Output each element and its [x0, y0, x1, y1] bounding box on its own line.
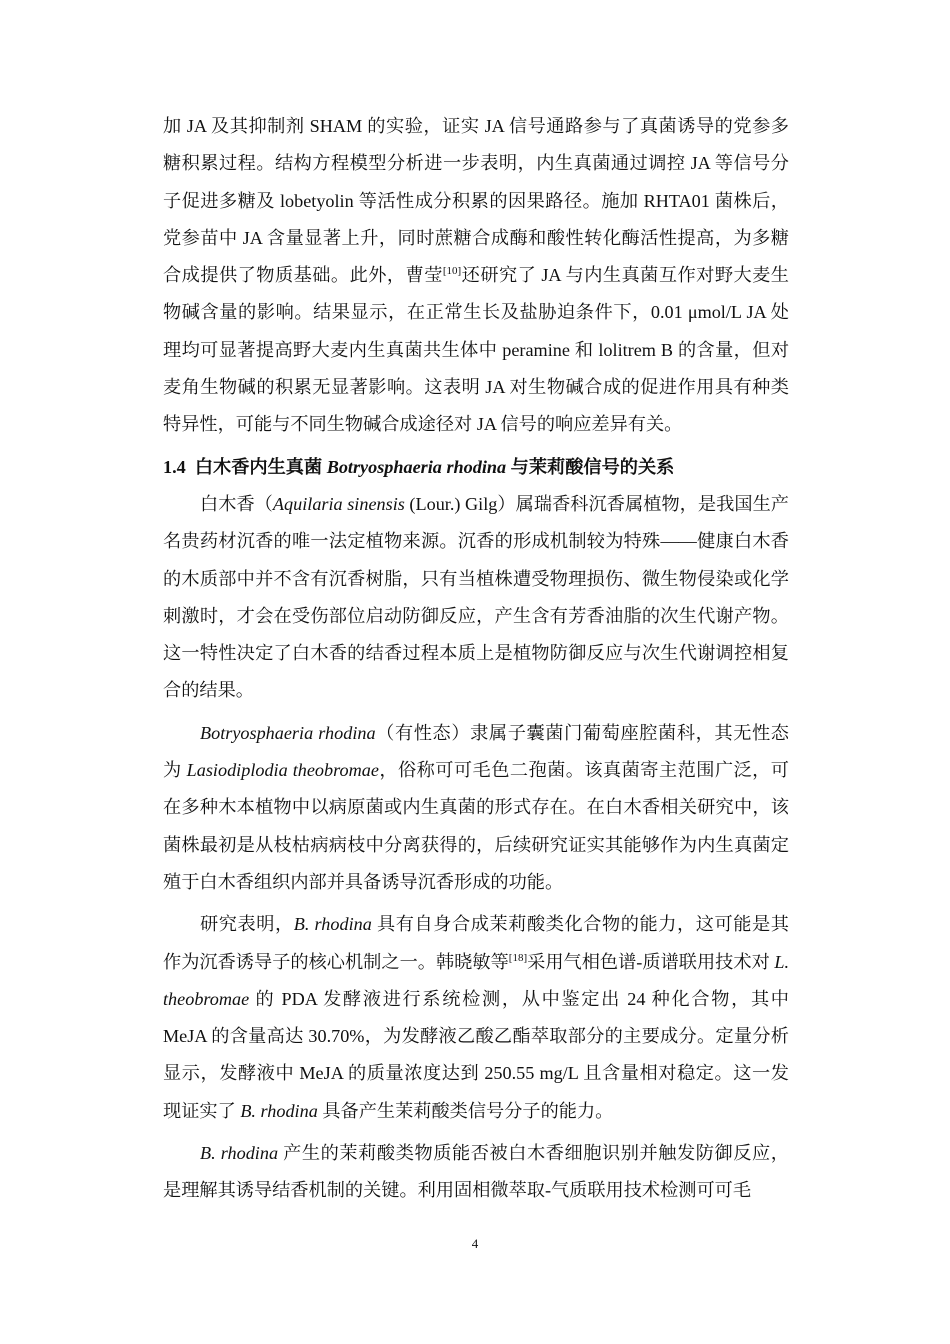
page-body [163, 108, 789, 1210]
paragraph-text: 采用气相色谱-质谱联用技术对 [527, 951, 775, 972]
paragraph-text: 的 PDA 发酵液进行系统检测，从中鉴定出 24 种化合物，其中 MeJA 的含量高达 30.70%，为发酵液乙酸乙酯萃取部分的主要成分。定量分析显示，发酵液中 MeJA 的质量浓度达到 250.55 mg/L 且含量相对稳定。这一发现证实了 [163, 988, 789, 1121]
section-title-species: Botryosphaeria rhodina [326, 456, 507, 477]
paragraph-text: 具备产生茉莉酸类信号分子的能力。 [317, 1100, 614, 1121]
section-title-part: 与茉莉酸信号的关系 [506, 456, 675, 477]
section-title-part: 白木香内生真菌 [194, 456, 327, 477]
species-name: L. theobromae [163, 951, 789, 1009]
species-name: Lasiodiplodia theobromae [186, 760, 379, 781]
species-name: B. rhodina [200, 1143, 279, 1164]
paragraph-text: 加 JA 及其抑制剂 SHAM 的实验，证实 JA 信号通路参与了真菌诱导的党参多糖积累过程。结构方程模型分析进一步表明，内生真菌通过调控 JA 等信号分子促进多糖及 lobetyolin 等活性成分积累的因果路径。施加 RHTA01 菌株后，党参苗中 JA 含量显著上升，同时蔗糖合成酶和酸性转化酶活性提高，为多糖合成提供了物质基础。此外，曹莹 [163, 116, 789, 286]
species-name: B. rhodina [240, 1100, 318, 1121]
paragraph-jasmonate-synthesis [163, 906, 789, 1130]
species-name: B. rhodina [293, 914, 372, 935]
page-number: 4 [471, 1236, 479, 1251]
paragraph-text: (Lour.) Gilg）属瑞香科沉香属植物，是我国生产名贵药材沉香的唯一法定植物来源。沉香的形成机制较为特殊——健康白木香的木质部中并不含有沉香树脂，只有当植株遭受物理损伤、微生物侵染或化学刺激时，才会在受伤部位启动防御反应，产生含有芳香油脂的次生代谢产物。这一特性决定了白木香的结香过程本质上是植物防御反应与次生代谢调控相复合的结果。 [163, 493, 789, 701]
paragraph-text: 具有自身合成茉莉酸类化合物的能力，这可能是其作为沉香诱导子的核心机制之一。韩晓敏等 [163, 914, 789, 972]
paragraph-jasmonate-codonopsis [163, 108, 789, 444]
paragraph-text: ，俗称可可毛色二孢菌。该真菌寄主范围广泛，可在多种木本植物中以病原菌或内生真菌的形式存在。在白木香相关研究中，该菌株最初是从枝枯病病枝中分离获得的，后续研究证实其能够作为内生真菌定殖于白木香组织内部并具备诱导沉香形成的功能。 [163, 760, 789, 892]
paragraph-recognition-mechanism [163, 1135, 789, 1210]
paragraph-text: 研究表明， [200, 914, 294, 935]
section-heading [163, 449, 789, 486]
citation-ref: [18] [508, 951, 528, 964]
section-number: 1.4 [163, 456, 186, 477]
species-name: Botryosphaeria rhodina [200, 722, 376, 743]
paragraph-text: （有性态）隶属子囊菌门葡萄座腔菌科，其无性态为 [163, 722, 789, 781]
species-name: Aquilaria sinensis [272, 493, 405, 514]
paragraph-aquilaria-intro [163, 486, 789, 710]
paragraph-text: 产生的茉莉酸类物质能否被白木香细胞识别并触发防御反应，是理解其诱导结香机制的关键。利用固相微萃取-气质联用技术检测可可毛 [163, 1143, 789, 1201]
paragraph-text: 还研究了 JA 与内生真菌互作对野大麦生物碱含量的影响。结果显示，在正常生长及盐胁迫条件下，0.01 μmol/L JA 处理均可显著提高野大麦内生真菌共生体中 peramine 和 lolitrem B 的含量，但对麦角生物碱的积累无显著影响。这表明 JA 对生物碱合成的促进作用具有种类特异性，可能与不同生物碱合成途径对 JA 信号的响应差异有关。 [163, 265, 790, 435]
paragraph-botryosphaeria-taxonomy [163, 715, 789, 901]
citation-ref: [10] [442, 265, 462, 278]
paragraph-text: 白木香（ [200, 493, 273, 514]
